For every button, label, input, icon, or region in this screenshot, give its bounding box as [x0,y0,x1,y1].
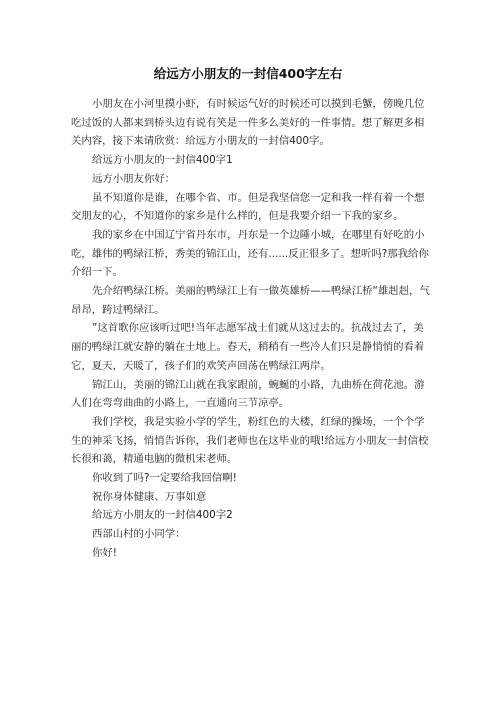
paragraph-jinjiang-mountain: 锦江山，美丽的锦江山就在我家跟前，蜿蜒的小路，九曲桥在荷花池。游人们在弯弯曲曲的小路上，一直通向三节凉亭。 [71,378,425,410]
paragraph-introduction: 虽不知道你是谁，在哪个省、市。但是我坚信您一定和我一样有着一个想交朋友的心，不知道你的家乡是什么样的，但是我要介绍一下我的家乡。 [71,191,425,223]
page-title: 给远方小朋友的一封信400字左右 [153,66,343,81]
article-body [71,95,434,563]
paragraph-song: ”这首歌你应该听过吧!当年志愿军战士们就从这过去的。抗战过去了，美丽的鸭绿江就安静的躺在土地上。春天，稍稍有一些冷人们只是静悄悄的看着它，夏天，天暖了，孩子们的欢笑声回荡在鸭绿江两岸。 [71,322,425,372]
paragraph-hometown: 我的家乡在中国辽宁省丹东市，丹东是一个边陲小城，在哪里有好吃的小吃，雄伟的鸭绿江桥，秀美的锦江山，还有......反正很多了。想听吗?那我给你介绍一下。 [71,228,429,279]
letter-greeting-1: 远方小朋友你好： [92,172,176,185]
letter-heading-2: 给远方小朋友的一封信400字2 [92,509,233,522]
paragraph-wishes: 祝你身体健康、万事如意 [92,490,207,503]
letter-heading-1: 给远方小朋友的一封信400字1 [92,154,233,167]
paragraph-intro: 小朋友在小河里摸小虾，有时候运气好的时候还可以摸到毛蟹，傍晚几位吃过饭的人都来到桥头边有说有笑是一件多么美好的一件事情。想了解更多相关内容，接下来请欣赏：给远方小朋友的一封信400字。 [71,98,425,148]
paragraph-bridge: 先介绍鸭绿江桥。美丽的鸭绿江上有一做英雄桥——鸭绿江桥“雄赳赳，气昂昂，跨过鸭绿江。 [71,285,430,316]
letter-greeting-2: 西部山村的小同学： [92,528,186,541]
paragraph-reply-request: 你收到了吗?一定要给我回信啊! [92,472,237,485]
paragraph-school: 我们学校，我是实验小学的学生，粉红色的大楼，红绿的操场，一个个学生的神采飞扬，悄悄告诉你，我们老师也在这毕业的哦!给远方小朋友一封信校长很和蔼，精通电脑的微机宋老师。 [71,415,429,466]
paragraph-hello: 你好! [92,546,117,559]
